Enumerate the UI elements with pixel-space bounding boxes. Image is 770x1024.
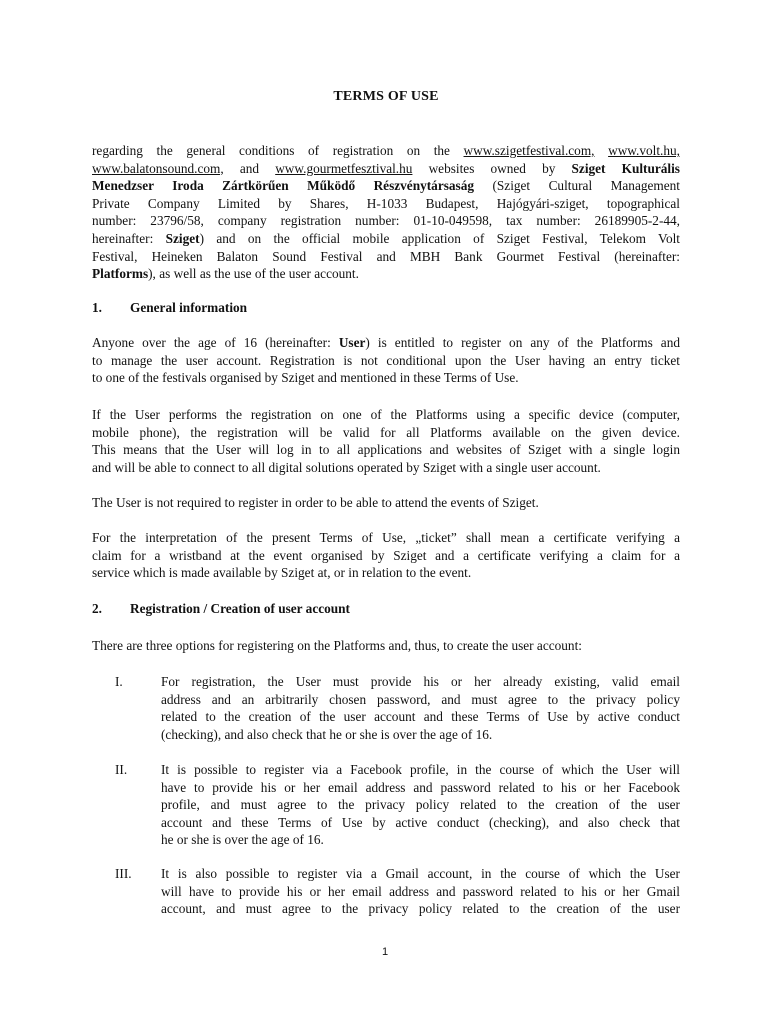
company-name: Sziget Kulturális (571, 160, 680, 176)
intro-line: www.balatonsound.com, and www.gourmetfesztival.hu websites owned by Sziget Kulturális (92, 160, 680, 176)
sziget-term: Sziget (165, 230, 200, 246)
section-1-paragraph-1: Anyone over the age of 16 (hereinafter: User) is entitled to register on any of the Platforms and to manage the user account. Registration is not conditional upon the User having an entry ticket to one of the festivals organised by Sziget and mentioned in these Terms of Use. (92, 335, 680, 386)
section-2-intro: There are three options for registering on the Platforms and, thus, to create the user account: (92, 638, 582, 653)
section-1-paragraph-2: If the User performs the registration on one of the Platforms using a specific device (computer, mobile phone), the registration will be valid for all Platforms available on the given device. This means that the User will log in to all applications and websites of Sziget with a single login and will be able to connect to all digital solutions operated by Sziget with a single user account. (92, 407, 680, 475)
intro-line: Platforms), as well as the use of the user account. (92, 266, 359, 282)
section-1-paragraph-3: The User is not required to register in order to be able to attend the events of Sziget. (92, 495, 539, 510)
intro-line: hereinafter: Sziget) and on the official mobile application of Sziget Festival, Telekom Volt (92, 230, 680, 246)
section-1-paragraph-4: For the interpretation of the present Terms of Use, „ticket” shall mean a certificate verifying a claim for a wristband at the event organised by Sziget and a certificate verifying a claim for a service which is made available by Sziget at, or in relation to the event. (92, 530, 680, 581)
document-title: TERMS OF USE (333, 89, 439, 104)
link-szigetfestival[interactable]: www.szigetfestival.com, (463, 143, 595, 158)
section-2-heading (92, 601, 350, 617)
section-number: 2. (92, 601, 102, 616)
link-volt[interactable]: www.volt.hu, (608, 143, 680, 158)
list-item-text: It is also possible to register via a Gmail account, in the course of which the User will have to provide his or her email address and password related to his or her Gmail account, and must agree to the privacy policy related to the creation of the user (161, 866, 680, 917)
list-marker: II. (115, 762, 128, 777)
section-title: General information (130, 300, 248, 315)
page-number: 1 (381, 946, 389, 958)
intro-line: Private Company Limited by Shares, H-1033 Budapest, Hajógyári-sziget, topographical (92, 195, 680, 211)
link-gourmetfesztival[interactable]: www.gourmetfesztival.hu (275, 160, 413, 176)
intro-line: Festival, Heineken Balaton Sound Festival and MBH Bank Gourmet Festival (hereinafter: (92, 248, 680, 264)
list-marker: I. (115, 674, 123, 689)
link-balatonsound[interactable]: www.balatonsound.com, (92, 160, 224, 176)
user-term: User (338, 335, 366, 350)
list-item-text: It is possible to register via a Facebook profile, in the course of which the User will have to provide his or her email address and password related to his or her Facebook profile, and must agree to the privacy policy related to the creation of the user account and these Terms of Use by active conduct (checking), and also check that he or she is over the age of 16. (161, 762, 680, 848)
section-1-heading (92, 300, 247, 316)
intro-line: regarding the general conditions of registration on the www.szigetfestival.com, www.volt.hu, (92, 143, 680, 158)
company-name-cont: Menedzser Iroda Zártkörűen Működő Részvénytársaság (92, 178, 475, 194)
intro-line: Menedzser Iroda Zártkörűen Működő Részvénytársaság (Sziget Cultural Management (92, 178, 680, 194)
intro-line: number: 23796/58, company registration number: 01-10-049598, tax number: 26189905-2-44, (92, 213, 680, 229)
list-item-text: For registration, the User must provide his or her already existing, valid email address and an arbitrarily chosen password, and must agree to the privacy policy related to the creation of the user account and these Terms of Use by active conduct (checking), and also check that he or she is over the age of 16. (161, 674, 680, 742)
list-marker: III. (115, 866, 132, 881)
platforms-term: Platforms (92, 266, 149, 282)
section-number: 1. (92, 300, 102, 315)
intro-paragraph (92, 142, 680, 283)
section-title: Registration / Creation of user account (130, 601, 350, 616)
